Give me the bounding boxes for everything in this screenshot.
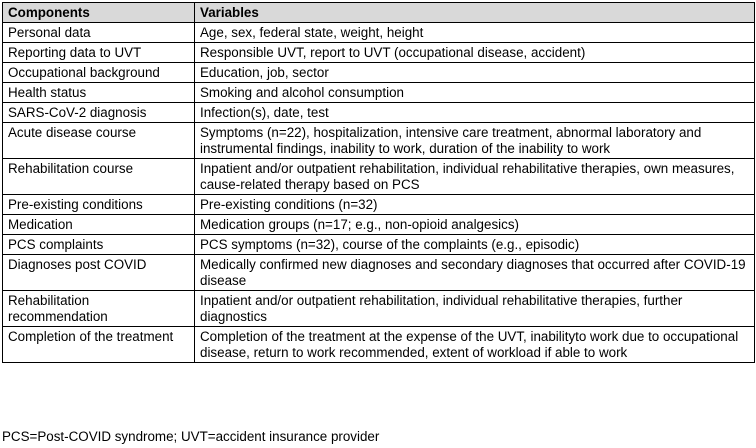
- variables-cell: Medication groups (n=17; e.g., non-opioid analgesics): [195, 215, 755, 235]
- table-row: [3, 123, 755, 159]
- component-cell: Personal data: [3, 23, 195, 43]
- component-cell: Reporting data to UVT: [3, 43, 195, 63]
- table-row: [3, 103, 755, 123]
- component-cell: PCS complaints: [3, 235, 195, 255]
- variables-cell: Inpatient and/or outpatient rehabilitation, individual rehabilitative therapies, further diagnostics: [195, 291, 755, 327]
- table-row: [3, 23, 755, 43]
- table-row: [3, 195, 755, 215]
- component-cell: SARS-CoV-2 diagnosis: [3, 103, 195, 123]
- variables-cell: Completion of the treatment at the expense of the UVT, inabilityto work due to occupational disease, return to work recommended, extent of workload if able to work: [195, 327, 755, 363]
- table-row: [3, 43, 755, 63]
- table-row: [3, 63, 755, 83]
- variables-cell: Infection(s), date, test: [195, 103, 755, 123]
- table-footnote: PCS=Post-COVID syndrome; UVT=accident insurance provider: [2, 429, 380, 444]
- component-cell: Health status: [3, 83, 195, 103]
- table-row: [3, 235, 755, 255]
- variables-cell: Education, job, sector: [195, 63, 755, 83]
- component-cell: Rehabilitation recommendation: [3, 291, 195, 327]
- variables-cell: PCS symptoms (n=32), course of the complaints (e.g., episodic): [195, 235, 755, 255]
- variables-cell: Pre-existing conditions (n=32): [195, 195, 755, 215]
- table-row: [3, 327, 755, 363]
- variables-cell: Smoking and alcohol consumption: [195, 83, 755, 103]
- component-cell: Rehabilitation course: [3, 159, 195, 195]
- variables-cell: Symptoms (n=22), hospitalization, intensive care treatment, abnormal laboratory and instrumental findings, inability to work, duration of the inability to work: [195, 123, 755, 159]
- variables-cell: Responsible UVT, report to UVT (occupational disease, accident): [195, 43, 755, 63]
- component-cell: Completion of the treatment: [3, 327, 195, 363]
- table-container: [2, 2, 754, 363]
- components-variables-table: [2, 2, 755, 363]
- table-row: [3, 215, 755, 235]
- component-cell: Pre-existing conditions: [3, 195, 195, 215]
- header-variables: Variables: [195, 3, 755, 23]
- variables-cell: Age, sex, federal state, weight, height: [195, 23, 755, 43]
- table-row: [3, 291, 755, 327]
- header-components: Components: [3, 3, 195, 23]
- variables-cell: Inpatient and/or outpatient rehabilitation, individual rehabilitative therapies, own measures, cause-related therapy based on PCS: [195, 159, 755, 195]
- table-row: [3, 255, 755, 291]
- component-cell: Diagnoses post COVID: [3, 255, 195, 291]
- component-cell: Acute disease course: [3, 123, 195, 159]
- component-cell: Occupational background: [3, 63, 195, 83]
- table-row: [3, 83, 755, 103]
- table-row: [3, 159, 755, 195]
- component-cell: Medication: [3, 215, 195, 235]
- variables-cell: Medically confirmed new diagnoses and secondary diagnoses that occurred after COVID-19 disease: [195, 255, 755, 291]
- table-header-row: [3, 3, 755, 23]
